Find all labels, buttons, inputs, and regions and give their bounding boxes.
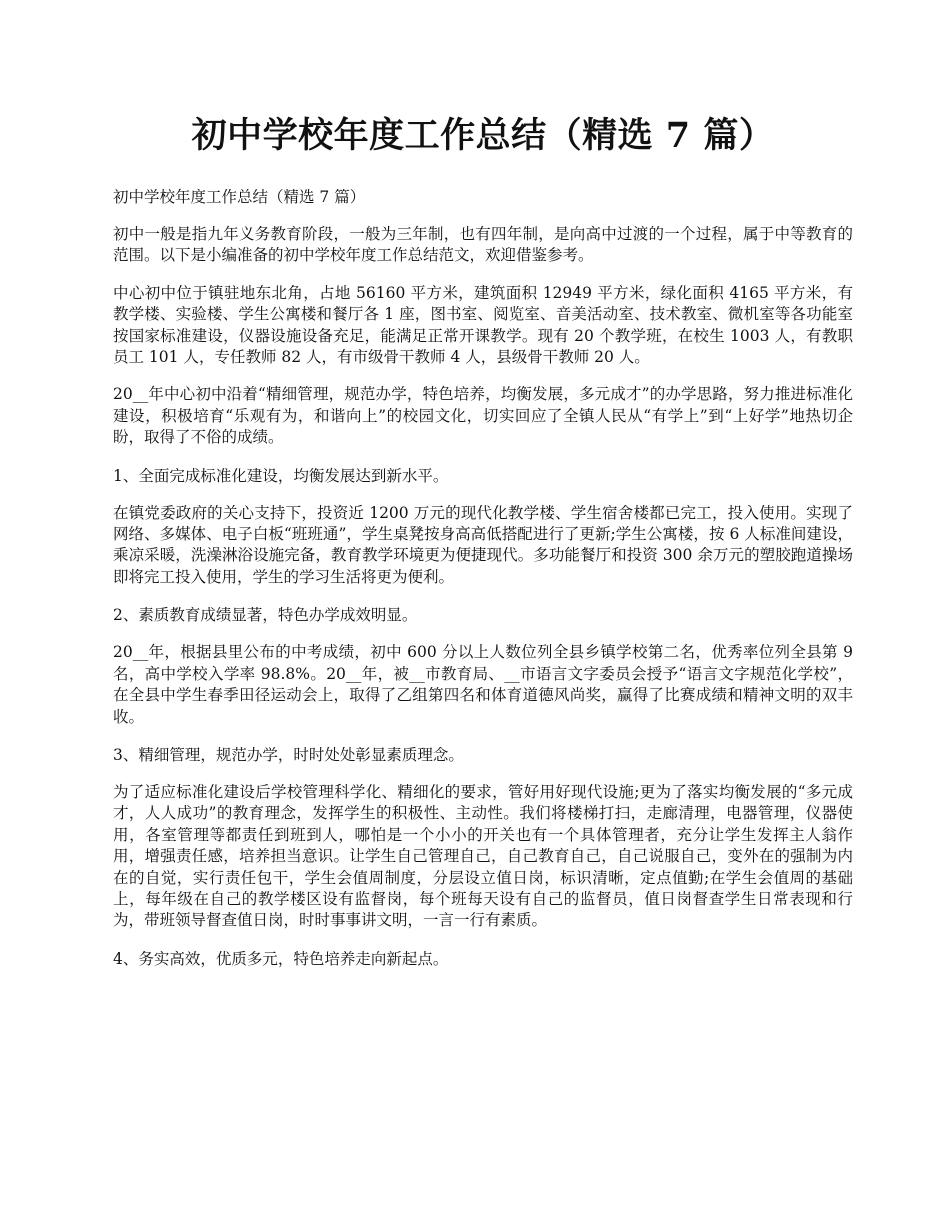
intro-paragraph: 初中一般是指九年义务教育阶段，一般为三年制，也有四年制，是向高中过渡的一个过程，属于中等教育的范围。以下是小编准备的初中学校年度工作总结范文，欢迎借鉴参考。 bbox=[113, 225, 853, 265]
section-heading-3: 3、精细管理，规范办学，时时处处彰显素质理念。 bbox=[113, 745, 464, 764]
section-heading-2: 2、素质教育成绩显著，特色办学成效明显。 bbox=[113, 606, 418, 625]
section-body-3: 为了适应标准化建设后学校管理科学化、精细化的要求，管好用好现代设施;更为了落实均衡发展的“多元成才，人人成功”的教育理念，发挥学生的积极性、主动性。我们将楼梯打扫，走廊清理，电器管理，仪器使用，各室管理等都责任到班到人，哪怕是一个小小的开关也有一个具体管理者，充分让学生发挥主人翁作用，增强责任感，培养担当意识。让学生自己管理自己，自己教育自己，自己说服自己，变外在的强制为内在的自觉，实行责任包干，学生会值周制度，分层设立值日岗，标识清晰，定点值勤;在学生会值周的基础上，每年级在自己的教学楼区设有监督岗，每个班每天设有自己的监督员，值日岗督查学生日常表现和行为，带班领导督查值日岗，时时事事讲文明，一言一行有素质。 bbox=[113, 782, 853, 930]
school-philosophy-paragraph: 20__年中心初中沿着“精细管理，规范办学，特色培养，均衡发展，多元成才”的办学思路，努力推进标准化建设，积极培育“乐观有为，和谐向上”的校园文化，切实回应了全镇人民从“有学上”到“上好学”地热切企盼，取得了不俗的成绩。 bbox=[113, 385, 853, 447]
section-body-2: 20__年，根据县里公布的中考成绩，初中 600 分以上人数位列全县乡镇学校第二名，优秀率位列全县第 9 名，高中学校入学率 98.8%。20__年，被__市教育局、__市语言文字委员会授予“语言文字规范化学校”，在全县中学生春季田径运动会上，取得了乙组第四名和体育道德风尚奖，赢得了比赛成绩和精神文明的双丰收。 bbox=[113, 643, 853, 726]
section-heading-4: 4、务实高效，优质多元，特色培养走向新起点。 bbox=[113, 949, 449, 968]
section-heading-1: 1、全面完成标准化建设，均衡发展达到新水平。 bbox=[113, 466, 449, 485]
document-page bbox=[113, 108, 853, 986]
document-title: 初中学校年度工作总结（精选 7 篇） bbox=[191, 115, 775, 156]
school-overview-paragraph: 中心初中位于镇驻地东北角，占地 56160 平方米，建筑面积 12949 平方米，绿化面积 4165 平方米，有教学楼、实验楼、学生公寓楼和餐厅各 1 座，图书室、阅览室、音美活动室、技术教室、微机室等各功能室按国家标准建设，仪器设施设备充足，能满足正常开课教学。现有 20 个教学班，在校生 1003 人，有教职员工 101 人，专任教师 82 人，有市级骨干教师 4 人，县级骨干教师 20 人。 bbox=[113, 283, 853, 367]
document-subtitle: 初中学校年度工作总结（精选 7 篇） bbox=[113, 188, 366, 206]
section-body-1: 在镇党委政府的关心支持下，投资近 1200 万元的现代化教学楼、学生宿舍楼都已完工，投入使用。实现了网络、多媒体、电子白板“班班通”，学生桌凳按身高高低搭配进行了更新;学生公寓楼，按 6 人标准间建设，乘凉采暖，洗澡淋浴设施完备，教育教学环境更为便捷现代。多功能餐厅和投资 300 余万元的塑胶跑道操场即将完工投入使用，学生的学习生活将更为便利。 bbox=[113, 503, 853, 586]
